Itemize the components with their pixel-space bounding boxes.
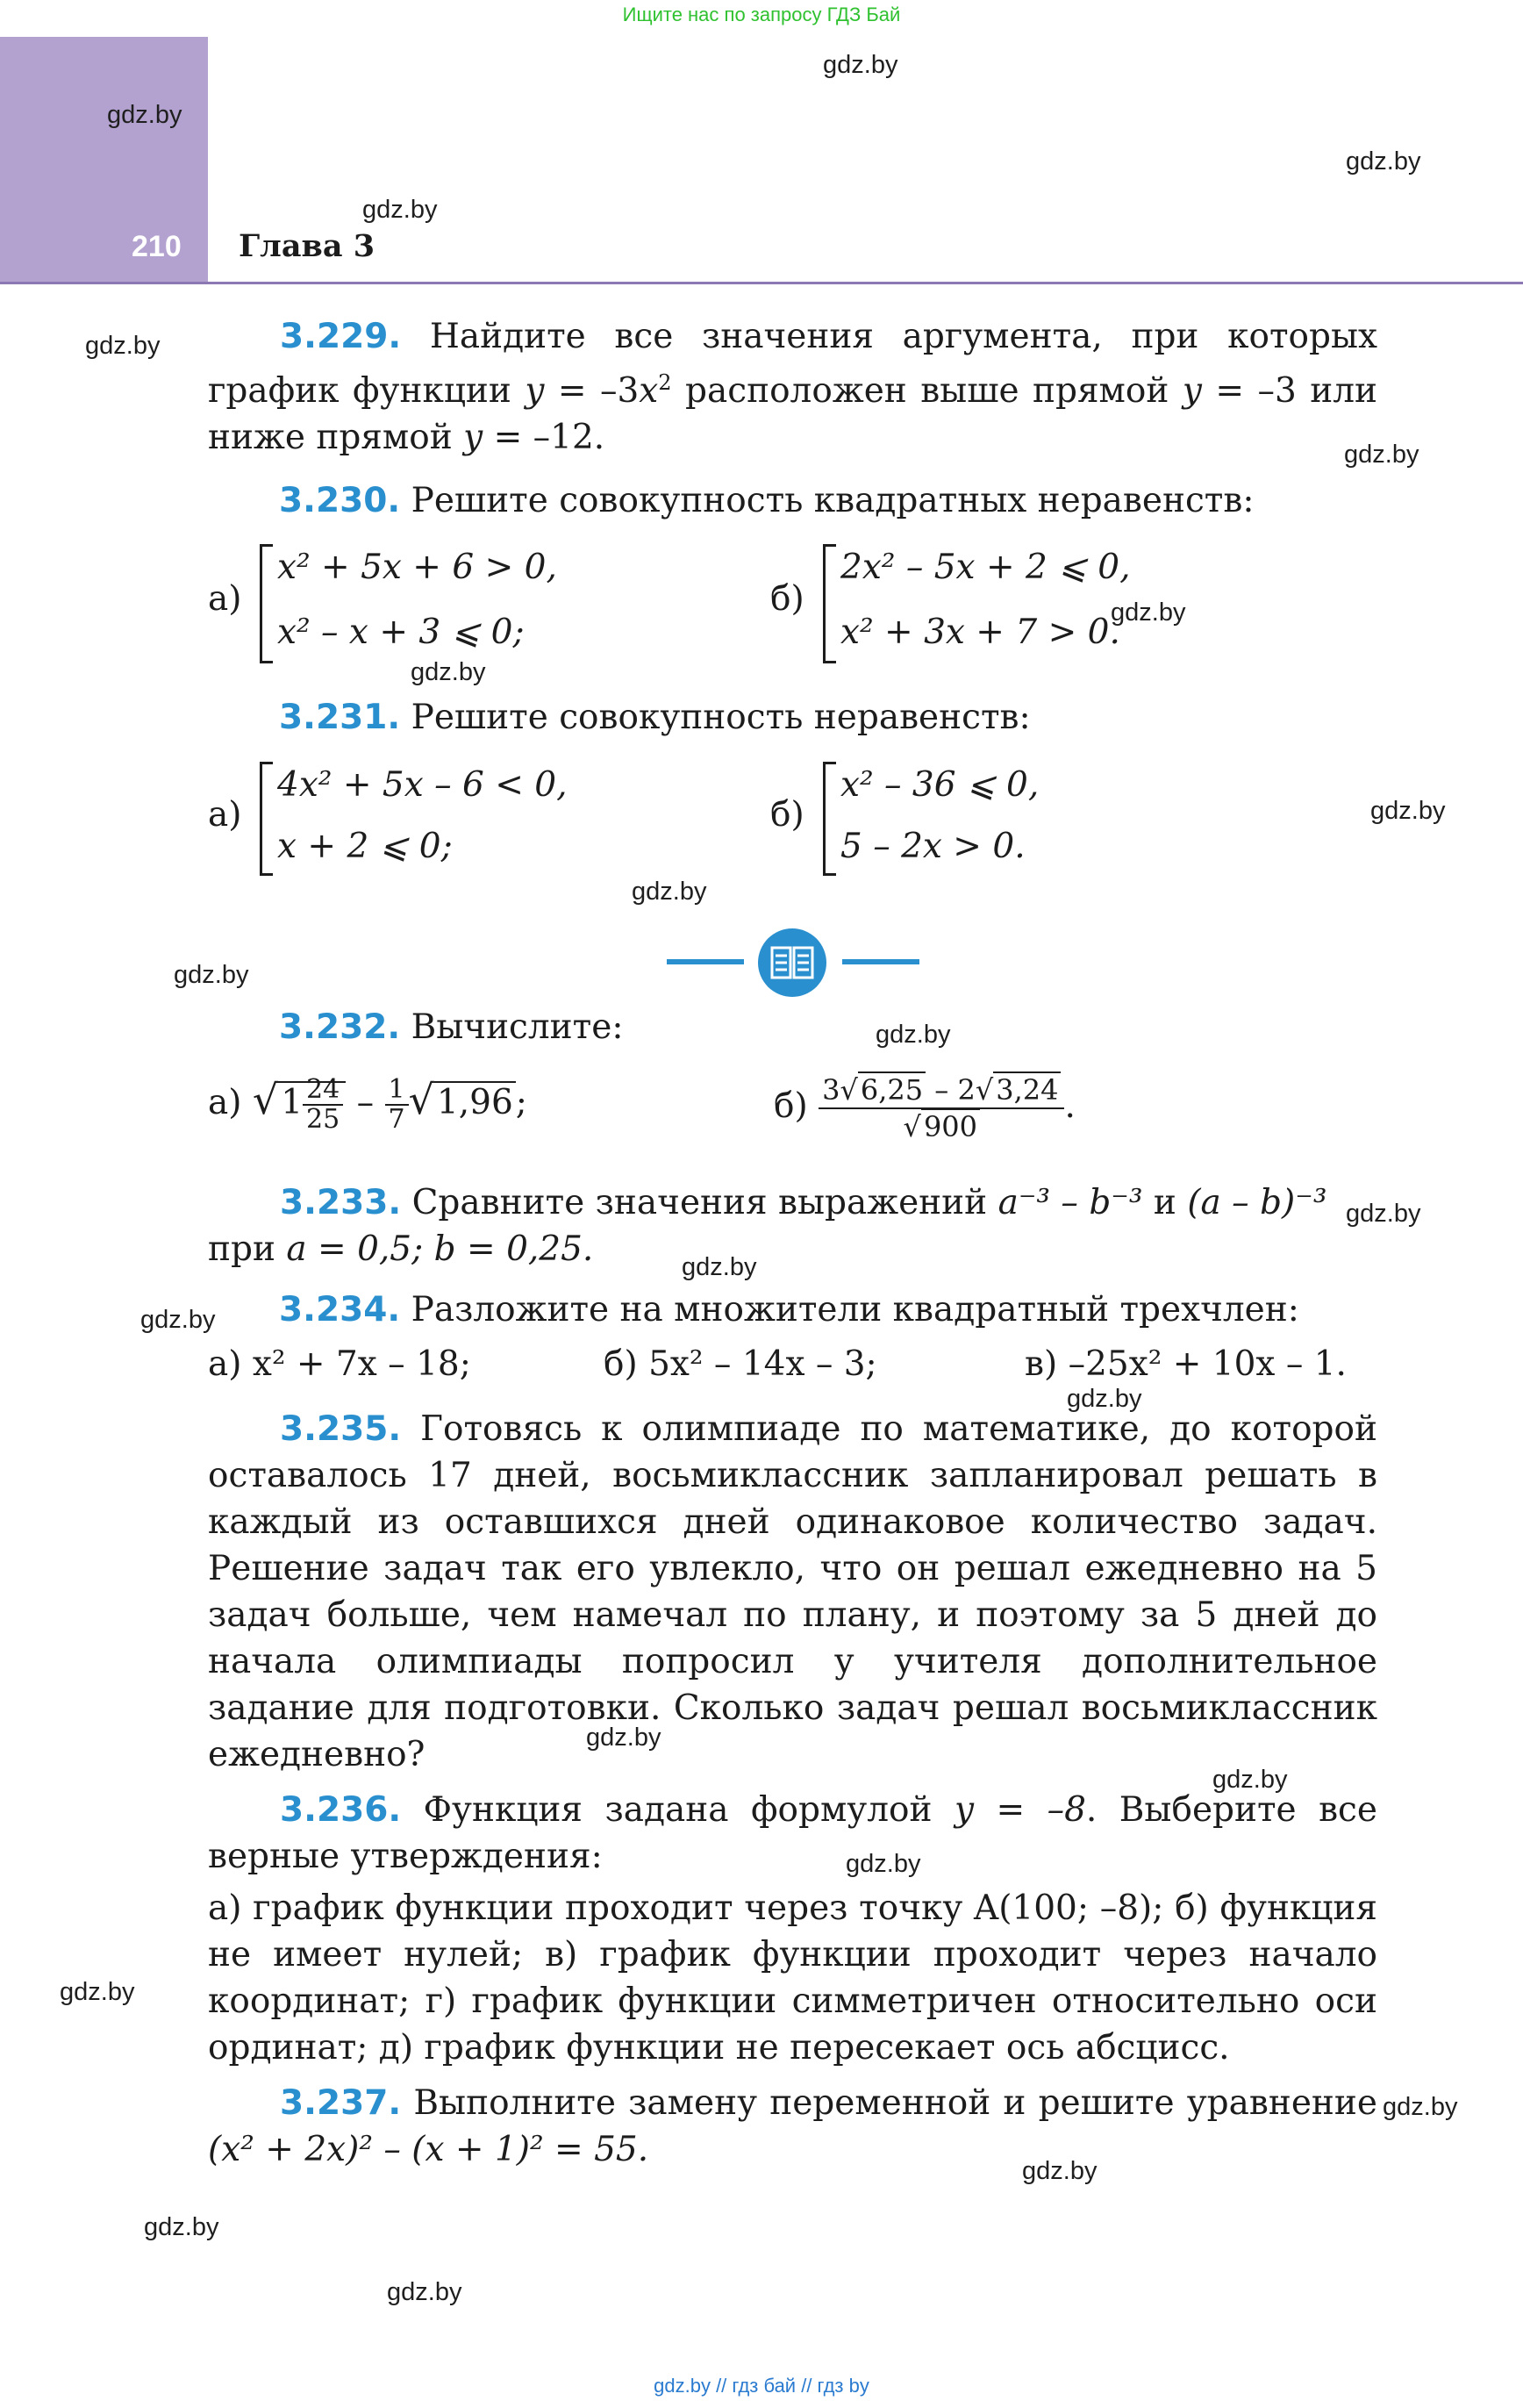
- watermark: gdz.by: [632, 878, 707, 906]
- watermark: gdz.by: [1346, 1200, 1421, 1228]
- watermark: gdz.by: [60, 1978, 135, 2006]
- divider-line-right: [842, 959, 919, 964]
- watermark: gdz.by: [876, 1021, 951, 1049]
- exercise-3-233: 3.233. Сравните значения выражений a⁻³ – b⁻³ и (a – b)⁻³ при a = 0,5; b = 0,25.: [208, 1183, 1327, 1269]
- item-a: а) x² + 7x – 18;: [208, 1344, 471, 1384]
- watermark: gdz.by: [411, 658, 486, 686]
- exercise-3-236-items: а) график функции проходит через точку A(100; –8); б) функция не имеет нулей; в) график функции проходит через начало координат; г) график функции симметричен относительно оси ординат; д) график функции не пересекает ось абсцисс.: [208, 1888, 1377, 2068]
- bracket: [260, 544, 273, 663]
- top-banner[interactable]: Ищите нас по запросу ГДЗ Бай: [622, 4, 901, 25]
- watermark: gdz.by: [846, 1850, 921, 1878]
- watermark: gdz.by: [140, 1306, 216, 1334]
- watermark: gdz.by: [586, 1724, 661, 1752]
- exercise-3-234-title: 3.234. Разложите на множители квадратный трехчлен:: [279, 1290, 1299, 1329]
- watermark: gdz.by: [107, 101, 182, 129]
- expression-a: а) √1 $\frac{24}{25}$ – $\frac{1}{7}$ √1,96;: [208, 1074, 527, 1135]
- label-b: б): [770, 795, 804, 835]
- item-b: б) 5x² – 14x – 3;: [604, 1344, 877, 1384]
- bracket: [823, 762, 836, 876]
- watermark: gdz.by: [1370, 797, 1446, 825]
- exercise-3-231-title: 3.231. Решите совокупность неравенств:: [279, 698, 1031, 737]
- exercise-3-235: 3.235. Готовясь к олимпиаде по математике, до которой оставалось 17 дней, восьмиклассник запланировал решать в каждый из оставшихся дней одинаковое количество задач. Решение задач так его увлекло, что он решал ежедневно на 5 задач больше, чем намечал по плану, и поэтому за 5 дней до начала олимпиады попросил у учителя дополнительное задание для подготовки. Сколько задач решал восьмиклассник ежедневно?: [208, 1409, 1377, 1774]
- divider-line-left: [667, 959, 744, 964]
- open-book-icon: [758, 928, 826, 997]
- system-line: 5 – 2x > 0.: [840, 827, 1026, 866]
- watermark: gdz.by: [1111, 598, 1186, 627]
- system-line: 2x² – 5x + 2 ⩽ 0,: [840, 548, 1131, 587]
- watermark: gdz.by: [362, 196, 438, 224]
- watermark: gdz.by: [174, 961, 249, 989]
- expression-b: б) $\frac{3√6,25 - 2√3,24}{√900}$ .: [774, 1073, 1076, 1143]
- header-rule: [0, 282, 1523, 284]
- exercise-3-236: 3.236. Функция задана формулой y = –8. Выберите все верные утверждения:: [208, 1790, 1377, 1876]
- exercise-3-229: 3.229. Найдите все значения аргумента, при которых график функции $y = -3x^2$ расположен выше прямой y = –3 или ниже прямой y = –12.: [208, 317, 1377, 457]
- label-a: а): [208, 579, 242, 619]
- watermark: gdz.by: [1346, 147, 1421, 176]
- exercise-3-230-title: 3.230. Решите совокупность квадратных неравенств:: [279, 481, 1255, 520]
- system-line: x² – x + 3 ⩽ 0;: [277, 613, 525, 652]
- bottom-banner[interactable]: gdz.by // гдз бай // гдз by: [654, 2375, 869, 2397]
- bracket: [823, 544, 836, 663]
- watermark: gdz.by: [823, 51, 898, 79]
- bracket: [260, 762, 273, 876]
- system-line: x² + 5x + 6 > 0,: [277, 548, 557, 587]
- page-number: 210: [132, 230, 182, 263]
- watermark: gdz.by: [1344, 441, 1419, 469]
- watermark: gdz.by: [387, 2278, 462, 2306]
- watermark: gdz.by: [682, 1253, 757, 1281]
- system-line: x² – 36 ⩽ 0,: [840, 765, 1040, 805]
- exercise-3-237: 3.237. Выполните замену переменной и решите уравнение (x² + 2x)² – (x + 1)² = 55.: [208, 2083, 1377, 2169]
- exercise-3-232-title: 3.232. Вычислите:: [279, 1007, 624, 1047]
- item-c: в) –25x² + 10x – 1.: [1025, 1344, 1347, 1384]
- watermark: gdz.by: [1067, 1385, 1142, 1413]
- watermark: gdz.by: [1022, 2157, 1098, 2185]
- watermark: gdz.by: [1212, 1766, 1288, 1794]
- label-b: б): [770, 579, 804, 619]
- system-line: 4x² + 5x – 6 < 0,: [277, 765, 568, 805]
- chapter-title: Глава 3: [239, 228, 375, 264]
- watermark: gdz.by: [1383, 2093, 1458, 2121]
- system-line: x² + 3x + 7 > 0.: [840, 613, 1120, 652]
- watermark: gdz.by: [144, 2213, 219, 2241]
- label-a: а): [208, 795, 242, 835]
- system-line: x + 2 ⩽ 0;: [277, 827, 453, 866]
- watermark: gdz.by: [85, 332, 161, 360]
